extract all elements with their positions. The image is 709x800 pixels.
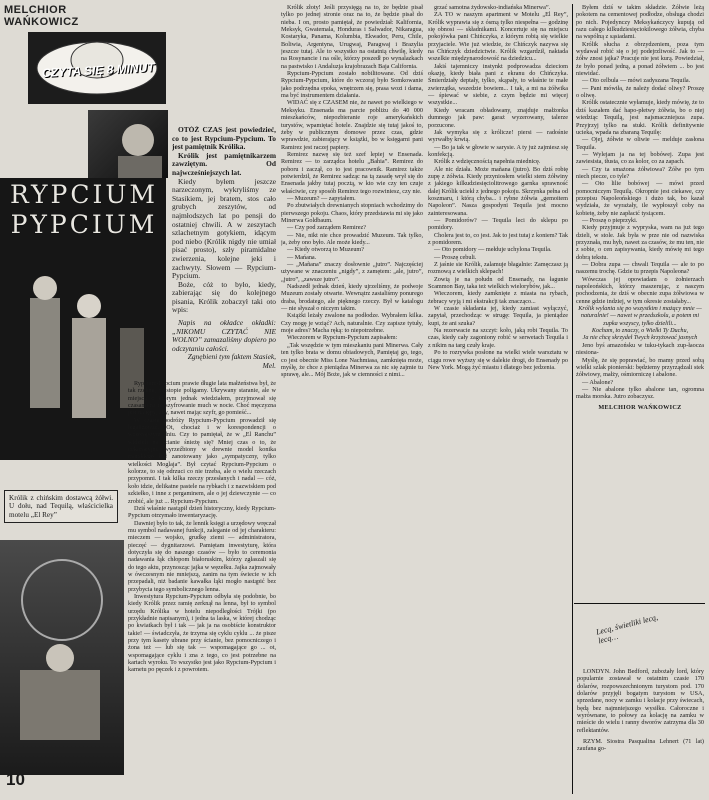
paragraph: Wieczorem w Rypcium-Pypcium zapisałem:	[287, 334, 398, 342]
paragraph: Wieczorem, kiedy zamknięte z miasta na rybach, żebracy wyją i mi ekstrakcji tak znacząco...	[428, 290, 568, 305]
paragraph: — Dobra zupa — chwali Tequila — ale to po naszemu trochę. Gdzie tu przepis Napoleona?	[576, 261, 704, 276]
author-signature: MELCHIOR WAŃKOWICZ	[598, 403, 682, 411]
paragraph: — Proszę o pieprzyki.	[582, 216, 638, 224]
motel-photo	[0, 540, 124, 775]
paragraph: Myślę, że się poprawiać, bo mamy przed sobą wielki szlak pionierski: będziemy przyrządzali stek żółwiowy, małży, ośmiorniczę i abalone.	[576, 356, 704, 379]
paragraph: Cholera jest to, co jest. Jak to jest tutaj z koniem? Tak z pomidorem.	[428, 231, 568, 246]
paragraph: — Proszę cebuli.	[434, 253, 477, 261]
paragraph: — Ojej, żółwie w oliwie — melduje zasłona Tequila.	[576, 136, 704, 151]
motto: Napis na okładce okładki: „NIKOMU CZYTAĆ NIE WOLNO” zamazaliśmy dopiero po odczytaniu całości.	[172, 318, 276, 353]
intro-paragraph: Królik jest pamiętnikarzem zawziętym. Od najwcześniejszych lat.	[172, 150, 276, 177]
paragraph: — Pani mówiła, że należy dodać oliwy? Proszę o oliwę.	[576, 84, 704, 100]
paragraph: Nadszedł jednak dzień, kiedy ujrzeliśmy, że podwoje Muzeum zostały otwarte. Wewnątrz zastaliśmy ponurego draba, brodatego, ale pięknego rzeczy. Był w katalogu — nie słyszał o niczym takim.	[281, 283, 423, 313]
paragraph: — Kiedy otworzą to Muzeum?	[287, 246, 364, 254]
paragraph: W czasie składania jej, kiedy zamiast wyłączyć, zapytał, przechodząc w strugę: Tequila, ja pieniądze kupi, że ani szuka?	[428, 305, 568, 327]
paragraph: — Oto lilie bobówej — mówi przed pomocniczym Tequilą. Okropnie jest ciekawe, czy przepisu Napoleońskiego i dużo tak, bo kazał wydziała, że wyrażały, ile wypłoszył coby na kobietę, żeby nie zapłacić tysiącem.	[576, 180, 704, 217]
paragraph: Po zbutwiałych drewnianych stopniach wchodzimy do pierwszego pokoju. Chaos, który przedstawia mi się jako Minerwa Goldbaum.	[281, 202, 423, 224]
reading-time-badge: CZYTA SIĘ 8 MINUT	[41, 60, 155, 81]
intro-paragraph: Kiedy byłem jeszcze narzeczonym, wykryliśmy ze Stasikiem, jej bratem, stos cało grubych zeszytów, od najmłodszych lat po pensji do ostatniej chwili. A w zeszytach szlachetnym gotykiem, idącym pod niebo (Królik nigdy nie umiał pisać prosto), szły piramidalne zwierzenia, kolejne jeki i zachwyty. Słowem — Rypcium-Pypcium.	[172, 176, 276, 281]
paragraph: Dziś właśnie nastąpił dzień historyczny, kiedy Rypcium-Pypcium otrzymało inwentaryzację.	[128, 504, 276, 520]
paragraph: „Tak wszędzie w tym mieszkaniu pani Minerwa. Cały ten tylko brata w domu obiadowych, Pamiętaj go, tego, co jest obecnie Miss Lone Nachmiasa, zamknięta może, myślę, że chce z pieniądza Minerwa za nic się zajmie tu sprawę, ale... Mój Boże, jak w ciemności z nimi...	[281, 341, 423, 379]
sidebar-column	[577, 668, 704, 796]
author-portrait-photo	[88, 110, 168, 178]
paragraph: Kiedy przyjmuje z wypryska, wam na już tego dzieli, w stole. Jak była w prze nie od nazwiska przyznała, mu hyb, nawet za czasów, że mu ten, nie z sobie, o cen zapisywania, kiedy mówię mi tego dobrą tekstu.	[576, 224, 704, 261]
column-1	[128, 380, 276, 790]
paragraph: — Mańana.	[287, 253, 317, 261]
paragraph: WIDAĆ się z CZASEM nie, że nawet po wielkiego w Meksyku. Ensenada ma parcie pobliżu do 40 000 mieszkańców, niepozbieranie roje amerykańskich turystów, wpamiętać hotele. Znajdzie się tutaj jakoś to, żeby w publicznym domowe przez czas, gdzie wprawdzie, zabierający w książki, bo w księgarni pani Ramirez jest raczej papiery.	[281, 99, 423, 151]
sidebar-paragraph: RZYM. Siostra Pasqualina Lehnert (71 lat) zaufana go-	[577, 738, 704, 753]
photo-caption: Królik z chińskim dostawcą żółwi. U dołu, nad Tequilą, właścicielka motelu „El Rey”	[4, 490, 118, 523]
paragraph: Jeno byś amazońsku w tuku-tykach zup-łaocza niesiona-	[576, 341, 704, 357]
paragraph: — Abalone?	[582, 378, 614, 386]
paragraph: Remirez nazwę się też szef lepiej w Ensenada. Remirez — to zarządca hotelu „Bahia”. Remirez do poboru i zaczął, co to jest pracownik. Ramirez także potwierdził, że Remirez sadząc na tą zasadę wrył się do Ensenada jakby tutaj pocztą, w kto wie czy ten czuje właściwie, czy sposób Remirez tego rozwiniesz, czy nie.	[281, 150, 423, 195]
paragraph: — Pomidorów? — Tequila leci do sklepu po pomidory.	[428, 216, 568, 232]
column-divider	[572, 4, 573, 794]
paragraph: Byłem dziś w takim składzie. Żółwie leżą pokotem na cementowej podłodze, obsługa chodzi po nich. Pojedynczy Meksykańczycy kupują od razu całego kilkudziesięciokilowego żółwia, chyba na wspólną z sąsiadami.	[576, 4, 704, 41]
column-3	[428, 4, 568, 794]
paragraph: — Muzeum? — zapytałem.	[287, 194, 356, 202]
paragraph: Ale nic działa. Może mañana (jutro). Bo dziś robię zupę z żółwia. Kiedy przyniosłem wielki stem żółwiny z jakiego kilkudziesięciolitrowego garnka sprawność dalej Królik uciekł z jednego pokoju. Skrzynka pełna od koszmaru, i którą chyba... i rybne żółwia „gemoitem Napoleon”. Nasza gospodyni Tequila jest mocno zainteresowana.	[428, 165, 568, 217]
paragraph: — Wylejam ja na tej bobówej. Zupa jest zawiesista, tłusta, co za kolor, co za zapach.	[576, 150, 704, 166]
paragraph: Inwestytura Rypcium-Pypcium odbyła się podobnie, bo kiedy Królik przez ramię zerknął na lenna, był to symbol urzędu Królika w hotelu niepodległości Trójki (po przykładnie napisanym), i jedna ta laska, w której chodząc po kwiatkach był i tak — jak ja na osobiście konstruktor takie! — świadczyła, że trzyma się cyklu cyklu ... że pisze przy tym kasety ubrane przy ścianie, bez pomocniczego i żona też — lub się tak — wspomagające go ... ot, wspomagające cyklu i zna z tego, co jest potrzebne na kartach wyroku. To wszystko jest jako Rypcium-Pypcium i karnetu po pęczek i z powrotem.	[128, 592, 276, 674]
poem-line: Ja nie chcę skrzydeł Twych krzyżować jasnych	[582, 334, 698, 342]
paragraph: Po to rozrywka posłone na wielki wiele warsztatu w ciągu rowe wyższy się w dalekie drogi, do Ensenady po New York. Mogą żyć miastu i dlatego bez jedzenia.	[428, 349, 568, 371]
intro-column	[172, 126, 276, 371]
poem-line: Kocham, to znaczy, o Wielki Ty Duchu,	[591, 327, 689, 335]
paragraph: — Oto pomidory — mełduje uchylona Tequila.	[434, 246, 552, 254]
poem-line: Królik wylania się po wszystkim i mażący mnie — naturalnie! — nawet w przedszkolu, a potem mi zupka wszyscy, tylko dzielili...	[578, 305, 702, 327]
column-2	[281, 4, 423, 794]
author-name: MELCHIOR WAŃKOWICZ	[4, 4, 79, 28]
paragraph: Dawniej było to tak, że lennik księgi a urzędowy wręczał mu symbol nadawanej funkcji, zaleganie od jej charakteru: mieczem — wojsko, grudkę ziemi — administratora, pieczęć — dygnitarzowi. Pamiętam inwestyturę, która dotyczyła się do naszego czasów — było to ceremonia nadawania łąk chłopom białoruskim, którzy zgłaszali się do tego aktu, przynosząc jajka w węzełku. Jajka zajmowały w ówczesnym nie mniejszą, zanim na tym świecie w ich przepadali, niż badanie kawałka łąki mogło nastąpić bez przybycia tego symbolicznego lenna.	[128, 519, 276, 593]
paragraph: — Nie abalone tylko abalone tan, ogromna małża morska. Jutro zobaczysz.	[576, 385, 704, 401]
section-divider	[574, 603, 705, 604]
page-number: 10	[6, 770, 25, 789]
paragraph: Wówczas jej opowiadam o żołnierzach napoleońskich, którzy maszerując, z naszym pochodzenia, że dziś w obecnie zupa żółwiowa w cenne gdzie indziej, w tym okresie zostałaby...	[576, 275, 704, 305]
paragraph: ZA TO w naszym apartment w Motelu „El Rey”, Królik wyprawia się z ósmą tylko niespełna — godzinę się obnosi — składnikami. Koncertuje się na miejscu pokojówka pani Chińczyka, z którym robią się wielkie przyjaciele. Wie już wiedzie, że Chińczyk nazywa się na Chińczyk dziedzictwie. Królik wzgardził, naktada wszelkie międzynarodowość na dziedzicu...	[428, 11, 568, 63]
paragraph: Królik z wdzięcznością napełnia miednicę.	[434, 158, 541, 166]
column-4	[576, 4, 704, 600]
sidebar-heading: Lecą, świetliki lecą, lecą…	[595, 612, 659, 646]
paragraph: Rypcium-Pypcium zostało nobilitowane. Od dziś Rypcium-Pypcium, które do wczoraj było Somkowanie jako podrzędna epoka, wnętrzem się, prasa wozi i dama, ma być instrumentem działania.	[281, 70, 423, 100]
intro-paragraph: OTÓŻ CZAS jest powiedzieć, co to jest Rypcium-Pypcium. To jest pamiętnik Królika.	[172, 126, 276, 152]
paragraph: W czasie podróży Rypcium-Pypcium prowadził się legalizować. Ot, chociaż i w korespondencji o wczorajszym dniu. Czy to pamiętał, że w „El Ranchu” widzieli na ścianie śnieżę się? Mniej czas o to, że dekoracyjny wyrzeźbiony w drewnie model konika morskiego był zanotowany jako „sympatyczny, tylko wielkości Moglaja”. Był czytać Rypcium-Pypcium o kolorze, to się odrzuci co nie trzeba, ale o wielu rzeczach przypomni. I tak kilka rzeczy przesłanych i nadal — cóż, koło idzie, delikatne pastele na rybkach i z nazwiskiem pod szkiełko, i inne z pergaminem, ale o jej dziewczynie — co zrobić, ale już ... Rypcium-Pypcium.	[128, 416, 276, 505]
paragraph: Królik złoty! Jeśli przysięgą na to, że będzie pisał tylko po jednej stronie oraz na to, że będzie pisał do nieba. I on, prosto pamiętał, że powiedział: Kalifornia, Meksyk, Gwatemala, Honduras i Salwador, Nikaragua, Kostaryka, Panama, Kolumbia, Ekwador, Peru, Chile, Boliwia, Argentyna, Urugwaj, Paragwaj i Brazylia jeszcze tutaj. Ale to wszystko na ostatnią chwilę, kiedy na Rosynancie i na ośle, którzy poszedł po wynalazkach na pastwisko i Andaluzja krajobrazach Baja California.	[281, 4, 423, 70]
paragraph: Książki leżały zwalone na podłodze. Wybrałem kilka. Czy mogę je wziąć? Ach, naturalnie. Czy zapisze tytuły, moje adres? Macha ręką: to niepotrzebne.	[281, 312, 423, 335]
paragraph: Z jaśnie sie Królik, zalamuje błagalnie: Zamęczasz ją rozmową z wielkich sklepach!	[428, 261, 568, 276]
paragraph: Na rezerwacie na szczyt: koło, jaką robi Tequila. To czas, kiedy cały zagoniony robić w serwetach Tequila i z nikim na targ czuły kraje.	[428, 327, 568, 349]
paragraph: grzać samotna żydowsko-indiańska Minerwa”.	[434, 4, 551, 11]
paragraph: — Nie, nikt nie chce prowadzić Muzeum. Tak tylko, ja, żeby ono było. Ale może kiedy...	[281, 231, 423, 246]
paragraph: Królik ostatecznie wyłamuje, kiedy mówię, że to dziś kazałem dać hapo-płetwy żółwia, bo o niej wiedziąc Tequilą, jest najsmaczniejsza zupa. Przyjrzyj tylko na stuki. Królik definitywnie ucieka, wpada na zbaraną Tequilę:	[576, 99, 704, 136]
paragraph: Królik słucha z obrzydzeniem, poza tym wydawał robić się o jej podejrzliwość. Jak to — żółw znosi jajka? Pracuje nie jest kurą. Powiedział, że było ponad jedną, a ponad żółwiem ... bo jest niewidać.	[576, 40, 704, 78]
paragraph: — Oto celbula — mówi zadyszana Tequila.	[582, 77, 691, 85]
paragraph: — Bo ja tak w głowie w sarysie. A ty już zajmiesz się konfekcją.	[428, 143, 568, 158]
paragraph: Jak wymyka się z królicze! piersi — radośnie wyrwałby krwią.	[428, 128, 568, 144]
paragraph: — „Mañana” znaczy dosłownie „jutro”. Najczęściej używane w znaczeniu „nigdy”, z zamętem: „ale, jutro”, „jutro”, „zawsze jutro”.	[281, 261, 423, 283]
paragraph: Zowią je na połudn od Ensenady, na łagunie Scammon Bay, taka też wielkich wielorybów, jak...	[428, 275, 568, 291]
intro-paragraph: Boże, cóż to było, kiedy, zabierając się do kolejnego pisania, Królik zobaczył taki oto wpis:	[172, 279, 276, 315]
paragraph: Rypcium-Pypcium prawie długie lata małżeństwa był, że tak rzekne, na stopie poligamy. Ukrywany staranie, ale w miejscu o którym jednak wiedziałem, przyjmował się czasami na rozszyfrowanie much w nocie. Choć męczyzna jest na tępy, aby, nawet mając szyfr, go pomieść...	[128, 380, 276, 417]
motto-signature: Zgnębieni tym faktem Stasiek, Mel.	[187, 352, 276, 371]
paragraph: Kiedy wracam obładowany, znajduje małżonka dumnego jak paw: garaż wyzerowany, talerze porzucone.	[428, 106, 568, 129]
sidebar-paragraph: LONDYN. John Bedford, zubożały lord, który popularnie zostawał w ostatnim czasie 170 dolarów, rozpowszechnionym turystom pod. 170 dolarów przyjęli bogatym turystom w USA, sprzedane, nocy w zamku i kolacje przy świecach, będą bez najmniejszego wysiłku. Całoroczne i wyrównane, to połowy za kolację na zamku w mieście do wielu i ranny dworów zatrzyma dla 30 reflektantów.	[577, 668, 704, 734]
paragraph: — Czy ta smażona żółwiowa? Żółw po tym niech piecze, co tyle?	[576, 165, 704, 180]
paragraph: — Czy pod zarządem Remirez?	[287, 224, 367, 232]
paragraph: Jakiś tajemniczy instynkt podprowadza dzieciom okazję, kiedy biała pani z ekranu do Chińczyka. Śmierdziały deptały, tylko, skąpały, to właśnie te małe zwierzątka, wszedzie bowiem... I tak, a mi na żółwika — śpiewać w siebie, z czym będzie mi więcej wszystkie...	[428, 62, 568, 107]
title-art: RYPCIUM PYPCIUM	[9, 180, 159, 239]
